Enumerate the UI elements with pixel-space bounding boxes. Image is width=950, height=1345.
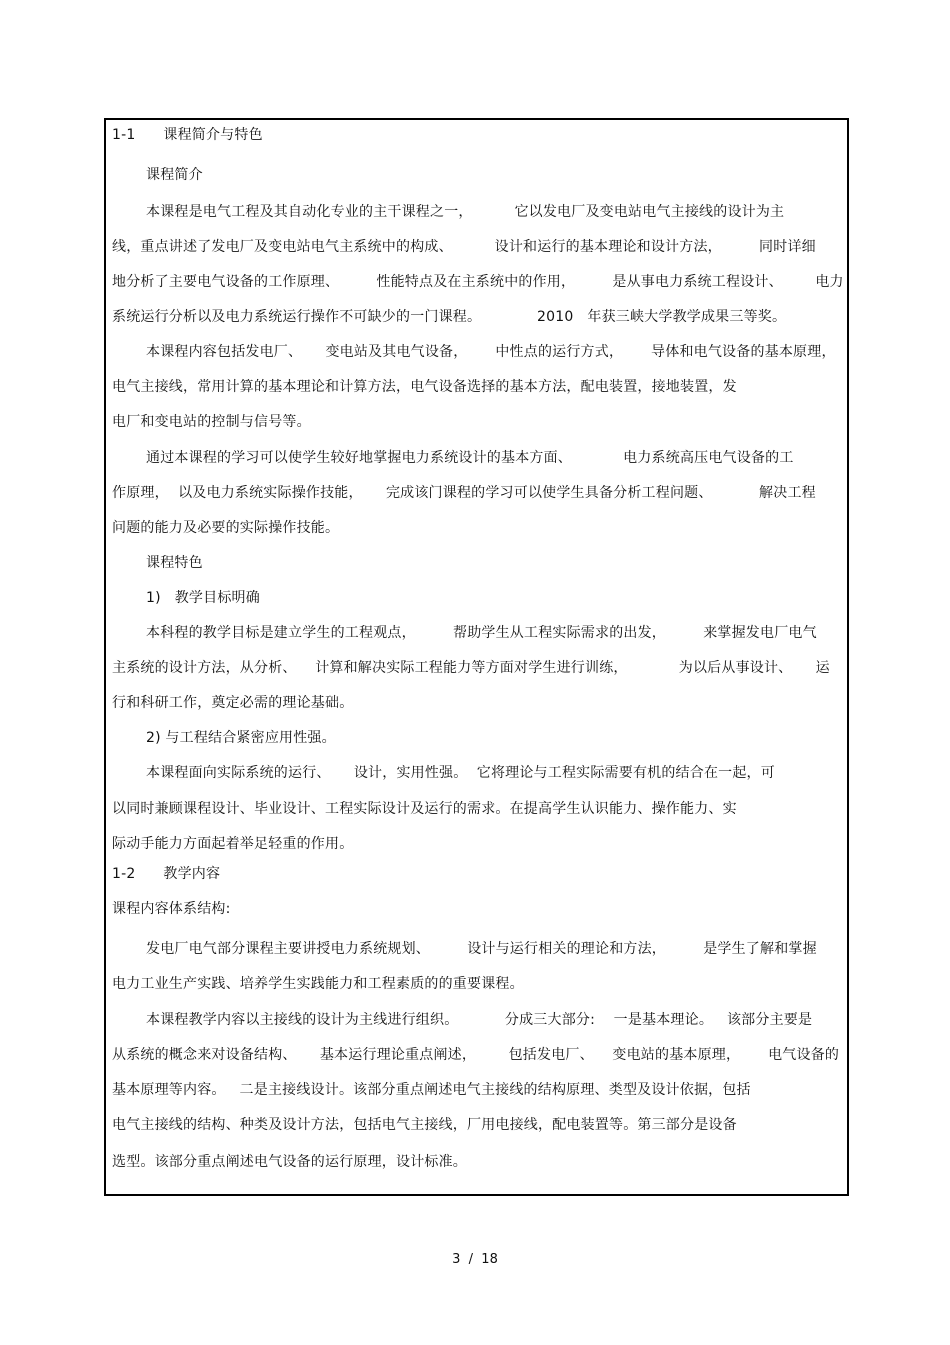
paragraph-line: 电厂和变电站的控制与信号等。: [112, 414, 311, 430]
list-heading: 2) 与工程结合紧密应用性强。: [146, 730, 336, 746]
paragraph-line: 本课程是电气工程及其自动化专业的主干课程之一， 它以发电厂及变电站电气主接线的设计为主: [146, 204, 785, 220]
paragraph-line: 作原理， 以及电力系统实际操作技能， 完成该门课程的学习可以使学生具备分析工程问题、 解决工程: [112, 485, 816, 501]
page-number: 3 / 18: [452, 1252, 498, 1267]
section-heading: 1-2 教学内容: [112, 866, 221, 882]
paragraph-line: 地分析了主要电气设备的工作原理、 性能特点及在主系统中的作用， 是从事电力系统工程设计、 电力: [112, 274, 844, 290]
paragraph-line: 线，重点讲述了发电厂及变电站电气主系统中的构成、 设计和运行的基本理论和设计方法， 同时详细: [112, 239, 816, 255]
paragraph-line: 际动手能力方面起着举足轻重的作用。: [112, 836, 354, 852]
paragraph-line: 通过本课程的学习可以使学生较好地掌握电力系统设计的基本方面、 电力系统高压电气设备的工: [146, 450, 794, 466]
paragraph-line: 系统运行分析以及电力系统运行操作不可缺少的一门课程。 2010 年获三峡大学教学成果三等奖。: [112, 309, 787, 325]
subsection-heading: 课程特色: [146, 555, 203, 571]
paragraph-line: 本课程内容包括发电厂、 变电站及其电气设备， 中性点的运行方式， 导体和电气设备的基本原理，: [146, 344, 836, 360]
paragraph-line: 基本原理等内容。 二是主接线设计。该部分重点阐述电气主接线的结构原理、类型及设计依据，包括: [112, 1082, 751, 1098]
paragraph-line: 主系统的设计方法，从分析、 计算和解决实际工程能力等方面对学生进行训练， 为以后从事设计、 运: [112, 660, 830, 676]
paragraph-line: 电气主接线的结构、种类及设计方法，包括电气主接线，厂用电接线，配电装置等。第三部分是设备: [112, 1117, 737, 1133]
paragraph-line: 课程内容体系结构:: [112, 901, 231, 917]
paragraph-line: 选型。该部分重点阐述电气设备的运行原理，设计标准。: [112, 1154, 467, 1170]
list-heading: 1) 教学目标明确: [146, 590, 260, 606]
section-heading: 1-1 课程简介与特色: [112, 127, 263, 143]
paragraph-line: 电力工业生产实践、培养学生实践能力和工程素质的的重要课程。: [112, 976, 524, 992]
paragraph-line: 电气主接线，常用计算的基本理论和计算方法，电气设备选择的基本方法，配电装置，接地装置，发: [112, 379, 737, 395]
paragraph-line: 行和科研工作，奠定必需的理论基础。: [112, 695, 354, 711]
paragraph-line: 问题的能力及必要的实际操作技能。: [112, 520, 340, 536]
paragraph-line: 本课程面向实际系统的运行、 设计，实用性强。 它将理论与工程实际需要有机的结合在一起，可: [146, 765, 775, 781]
paragraph-line: 从系统的概念来对设备结构、 基本运行理论重点阐述， 包括发电厂、 变电站的基本原理， 电气设备的: [112, 1047, 840, 1063]
subsection-heading: 课程简介: [146, 167, 203, 183]
paragraph-line: 本科程的教学目标是建立学生的工程观点， 帮助学生从工程实际需求的出发， 来掌握发电厂电气: [146, 625, 817, 641]
paragraph-line: 发电厂电气部分课程主要讲授电力系统规划、 设计与运行相关的理论和方法， 是学生了解和掌握: [146, 941, 817, 957]
paragraph-line: 本课程教学内容以主接线的设计为主线进行组织。 分成三大部分: 一是基本理论。 该部分主要是: [146, 1012, 813, 1028]
paragraph-line: 以同时兼顾课程设计、毕业设计、工程实际设计及运行的需求。在提高学生认识能力、操作能力、实: [112, 801, 737, 817]
